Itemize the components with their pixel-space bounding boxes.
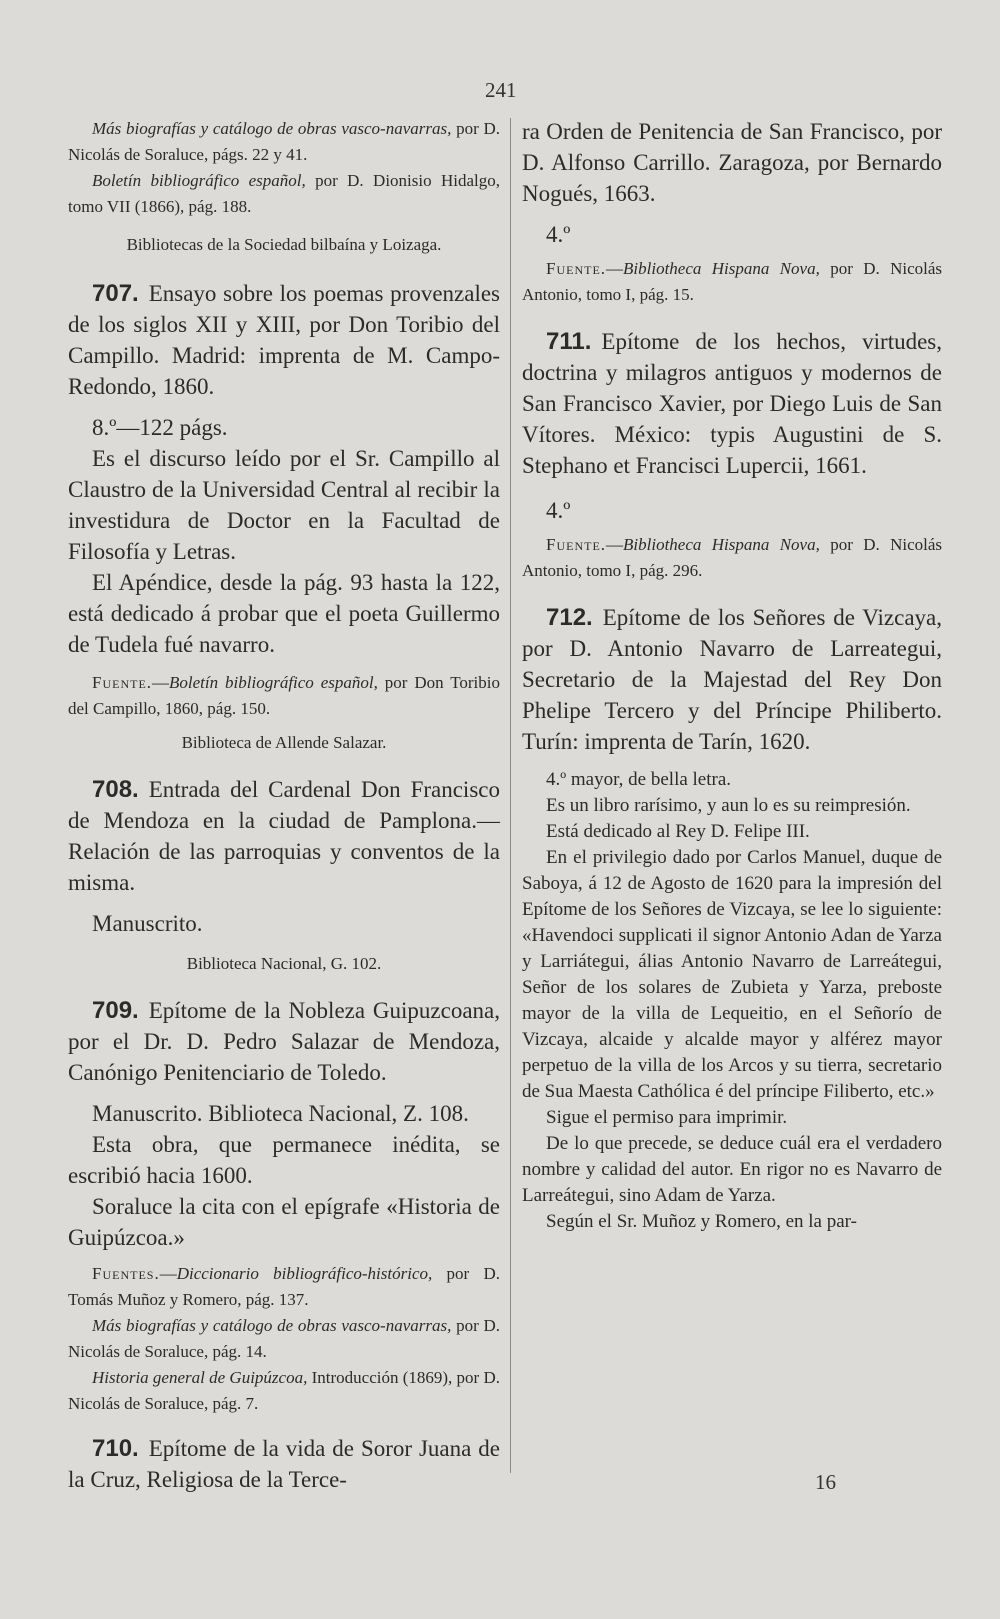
source-line: Fuentes.—Diccionario bibliográfico-histórico, por D. Tomás Muñoz y Romero, pág. 137. <box>68 1264 500 1309</box>
reference-line <box>68 168 500 220</box>
source-line: Fuente.—Boletín bibliográfico español, por Don Toribio del Campillo, 1860, pág. 150. <box>68 673 501 718</box>
source-detail: por D. Nicolás de Soraluce, pág. 14. <box>68 1316 500 1361</box>
source-title: Diccionario bibliográfico-histórico, <box>176 1264 433 1283</box>
entry-number: 712. <box>546 604 593 631</box>
source-label: Fuentes. <box>92 1264 160 1283</box>
entry-708-title <box>68 774 500 898</box>
source-label: Fuente. <box>546 259 607 278</box>
entry-format: 4.º <box>546 498 571 523</box>
reference-line <box>68 116 500 168</box>
source-detail: por D. Nicolás Antonio, tomo I, pág. 296. <box>522 535 942 580</box>
entry-paragraph: Está dedicado al Rey D. Felipe III. <box>546 821 810 842</box>
entry-format: 8.º—122 págs. <box>92 415 228 440</box>
source-detail: por D. Nicolás Antonio, tomo I, pág. 15. <box>522 259 942 304</box>
source-title: Más biografías y catálogo de obras vasco-navarras, <box>92 1316 452 1335</box>
entry-number: 709. <box>92 997 139 1024</box>
entry-paragraph: El Apéndice, desde la pág. 93 hasta la 122, está dedicado á probar que el poeta Guillermo de Tudela fué navarro. <box>68 570 500 657</box>
source-label: Fuente. <box>92 673 153 692</box>
reference-title: Más biografías y catálogo de obras vasco-navarras, <box>92 119 452 138</box>
source-line: Fuente.—Bibliotheca Hispana Nova, por D. Nicolás Antonio, tomo I, pág. 296. <box>522 535 942 580</box>
source-title: Boletín bibliográfico español, <box>169 673 378 692</box>
reference-detail: por D. Dionisio Hidalgo, tomo VII (1866), pág. 188. <box>68 171 500 216</box>
entry-format: 4.º mayor, de bella letra. <box>546 769 732 790</box>
library-location: Bibliotecas de la Sociedad bilbaína y Loizaga. <box>126 235 442 254</box>
entry-paragraph: Es un libro rarísimo, y aun lo es su reimpresión. <box>546 795 911 816</box>
library-location: Biblioteca Nacional, G. 102. <box>186 954 382 973</box>
reference-detail: por D. Nicolás de Soraluce, págs. 22 y 41. <box>68 119 500 164</box>
entry-paragraph: Sigue el permiso para imprimir. <box>546 1107 788 1128</box>
source-title: Historia general de Guipúzcoa, <box>92 1368 308 1387</box>
entry-text: Ensayo sobre los poemas provenzales de los siglos XII y XIII, por Don Toribio del Campillo. Madrid: imprenta de M. Campo-Redondo, 1860. <box>68 281 500 399</box>
manuscript-note: Manuscrito. <box>92 911 203 936</box>
entry-text: Epítome de los Señores de Vizcaya, por D. Antonio Navarro de Larreategui, Secretario de la Majestad del Rey Don Phelipe Tercero y del Príncipe Philiberto. Turín: imprenta de Tarín, 1620. <box>522 605 942 754</box>
entry-paragraph: Soraluce la cita con el epígrafe «Historia de Guipúzcoa.» <box>68 1194 500 1250</box>
reference-title: Boletín bibliográfico español, <box>92 171 306 190</box>
entry-format: 4.º <box>546 222 571 247</box>
entry-text: Epítome de la Nobleza Guipuzcoana, por el Dr. D. Pedro Salazar de Mendoza, Canónigo Penitenciario de Toledo. <box>68 998 500 1085</box>
entry-709-title <box>68 995 500 1088</box>
source-title: Bibliotheca Hispana Nova, <box>623 259 820 278</box>
library-location: Biblioteca de Allende Salazar. <box>181 733 387 752</box>
source-detail: Introducción (1869), por D. Nicolás de Soraluce, pág. 7. <box>68 1368 500 1413</box>
entry-number: 710. <box>92 1435 139 1462</box>
source-line <box>68 1365 500 1417</box>
source-line <box>68 1313 500 1365</box>
left-column <box>68 110 500 1495</box>
entry-text: Epítome de la vida de Soror Juana de la Cruz, Religiosa de la Terce- <box>68 1436 500 1492</box>
source-line: Fuente.—Bibliotheca Hispana Nova, por D. Nicolás Antonio, tomo I, pág. 15. <box>522 259 942 304</box>
entry-paragraph: En el privilegio dado por Carlos Manuel, duque de Saboya, á 12 de Agosto de 1620 para la impresión del Epítome de los Señores de Vizcaya, se lee lo siguiente: «Havendoci supplicati il signor Antonio Adan de Yarza y Larriátegui, álias Antonio Navarro de Larreátegui, Señor de los solares de Zubieta y Yarza, preboste mayor de la villa de Lequeitio, en el Señorío de Vizcaya, alcaide y alcalde mayor y alférez mayor perpetuo de la villa de los Arcos y su tierra, secretario de Sua Maesta Cathólica é del príncipe Filiberto, etc.» <box>522 847 942 1102</box>
entry-707-title <box>68 278 500 402</box>
entry-711-title <box>522 326 942 481</box>
entry-number: 708. <box>92 776 139 803</box>
entry-710-continuation: ra Orden de Penitencia de San Francisco, por D. Alfonso Carrillo. Zaragoza, por Bernardo Nogués, 1663. <box>522 119 942 206</box>
page-number: 241 <box>485 78 517 102</box>
entry-paragraph: De lo que precede, se deduce cuál era el verdadero nombre y calidad del autor. En rigor no es Navarro de Larreátegui, sino Adam de Yarza. <box>522 1133 942 1206</box>
source-title: Bibliotheca Hispana Nova, <box>623 535 820 554</box>
source-detail: por D. Tomás Muñoz y Romero, pág. 137. <box>68 1264 500 1309</box>
entry-710-title <box>68 1433 500 1495</box>
source-detail: por Don Toribio del Campillo, 1860, pág. 150. <box>68 673 501 718</box>
entry-712-title <box>522 602 942 757</box>
entry-number: 707. <box>92 280 139 307</box>
entry-paragraph: Esta obra, que permanece inédita, se escribió hacia 1600. <box>68 1132 500 1188</box>
entry-paragraph: Según el Sr. Muñoz y Romero, en la par- <box>546 1211 857 1232</box>
right-column <box>522 110 942 1235</box>
entry-paragraph: Manuscrito. Biblioteca Nacional, Z. 108. <box>92 1101 469 1126</box>
entry-text: Entrada del Cardenal Don Francisco de Mendoza en la ciudad de Pamplona.—Relación de las parroquias y conventos de la misma. <box>68 777 500 895</box>
entry-text: Epítome de los hechos, virtudes, doctrina y milagros antiguos y modernos de San Francisco Xavier, por Diego Luis de San Vítores. México: typis Augustini de S. Stephano et Francisci Lupercii, 1661. <box>522 329 942 478</box>
entry-paragraph: Es el discurso leído por el Sr. Campillo al Claustro de la Universidad Central al recibir la investidura de Doctor en la Facultad de Filosofía y Letras. <box>68 446 500 564</box>
printer-signature: 16 <box>815 1470 836 1494</box>
column-divider <box>510 118 511 1473</box>
entry-number: 711. <box>546 328 592 355</box>
source-label: Fuente. <box>546 535 607 554</box>
